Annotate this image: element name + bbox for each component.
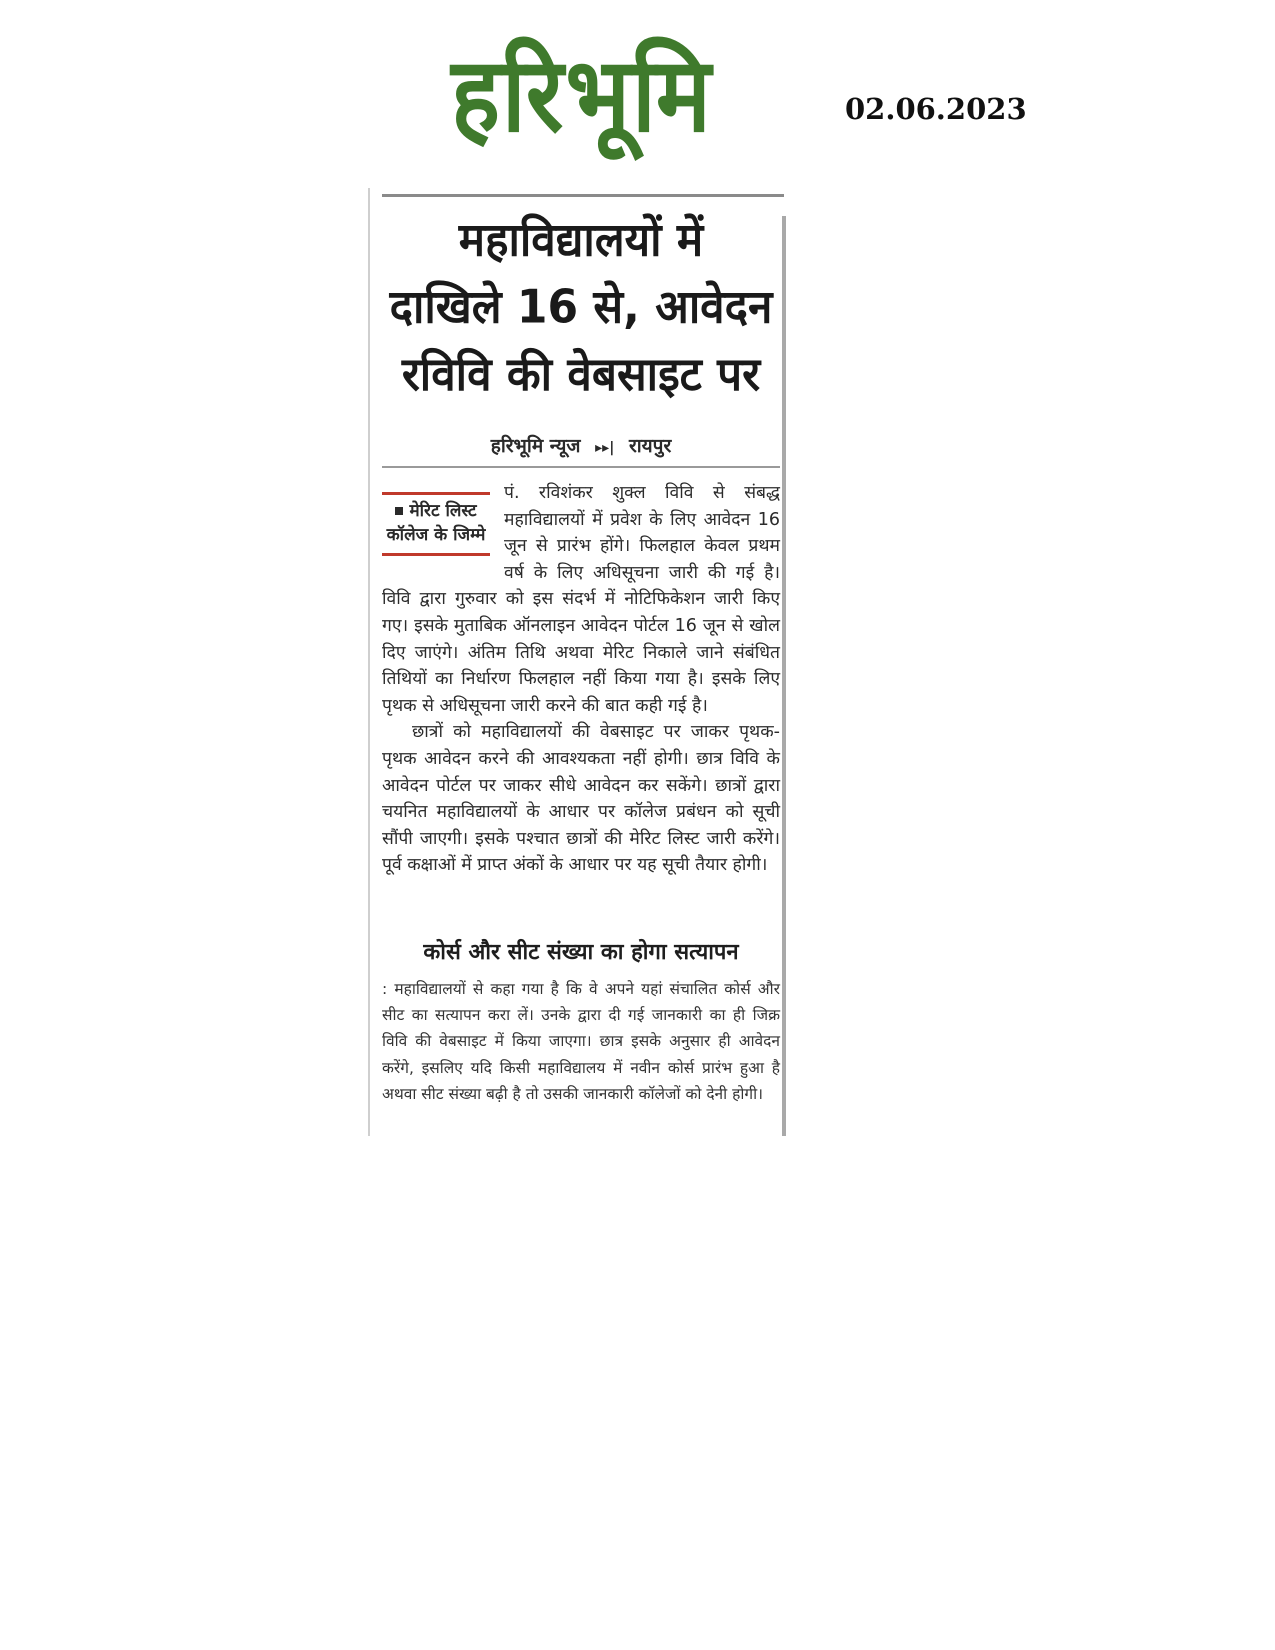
news-clipping <box>368 188 788 1136</box>
article-byline <box>382 432 780 458</box>
headline-line-3: रविवि की वेबसाइट पर <box>401 347 761 402</box>
byline-divider <box>382 466 780 468</box>
byline-separator-icon: ▸▸| <box>595 440 615 456</box>
newspaper-logo-text: हरिभूमि <box>451 35 713 156</box>
subsection-paragraph: : महाविद्यालयों से कहा गया है कि वे अपने यहां संचालित कोर्स और सीट का सत्यापन करा लें। उनके द्वारा दी गई जानकारी का ही जिक्र विवि की वेबसाइट में किया जाएगा। छात्र इसके अनुसार ही आवेदन करेंगे, इसलिए यदि किसी महाविद्यालय में नवीन कोर्स प्रारंभ हुआ है अथवा सीट संख्या बढ़ी है तो उसकी जानकारी कॉलेजों को देनी होगी। <box>382 980 780 1103</box>
article-sidebox <box>382 492 490 556</box>
byline-location: रायपुर <box>628 435 672 457</box>
clipping-left-border <box>368 188 370 1136</box>
article-subhead: कोर्स और सीट संख्या का होगा सत्यापन <box>423 940 739 965</box>
publication-date: 02.06.2023 <box>845 92 1027 126</box>
byline-source: हरिभूमि न्यूज <box>490 435 581 457</box>
article-subsection-body <box>382 976 780 1107</box>
article-paragraph-2: छात्रों को महाविद्यालयों की वेबसाइट पर जाकर पृथक-पृथक आवेदन करने की आवश्यकता नहीं होगी। छात्र विवि के आवेदन पोर्टल पर जाकर सीधे आवेदन कर सकेंगे। छात्रों द्वारा चयनित महाविद्यालयों के आधार पर कॉलेज प्रबंधन को सूची सौंपी जाएगी। इसके पश्चात छात्रों की मेरिट लिस्ट जारी करेंगे। पूर्व कक्षाओं में प्राप्त अंकों के आधार पर यह सूची तैयार होगी। <box>382 722 780 876</box>
newspaper-logo <box>372 36 792 156</box>
clipping-top-rule <box>382 194 784 197</box>
article-paragraph-1: पं. रविशंकर शुक्ल विवि से संबद्ध महाविद्यालयों में प्रवेश के लिए आवेदन 16 जून से प्रारंभ होंगे। फिलहाल केवल प्रथम वर्ष के लिए अधिसूचना जारी की गई है। विवि द्वारा गुरुवार को इस संदर्भ में नोटिफिकेशन जारी किए गए। इसके मुताबिक ऑनलाइन आवेदन पोर्टल 16 जून से खोल दिए जाएंगे। अंतिम तिथि अथवा मेरिट निकाले जाने संबंधित तिथियों का निर्धारण फिलहाल नहीं किया गया है। इसके लिए पृथक से अधिसूचना जारी करने की बात कही गई है। <box>382 483 780 716</box>
headline-line-2: दाखिले 16 से, आवेदन <box>389 280 773 335</box>
clipping-right-border <box>782 216 786 1136</box>
article-body <box>382 480 780 879</box>
square-bullet-icon <box>395 507 403 515</box>
article-headline <box>382 207 780 409</box>
headline-line-1: महाविद्यालयों में <box>458 213 704 268</box>
sidebox-text: मेरिट लिस्ट कॉलेज के जिम्मे <box>386 501 486 545</box>
